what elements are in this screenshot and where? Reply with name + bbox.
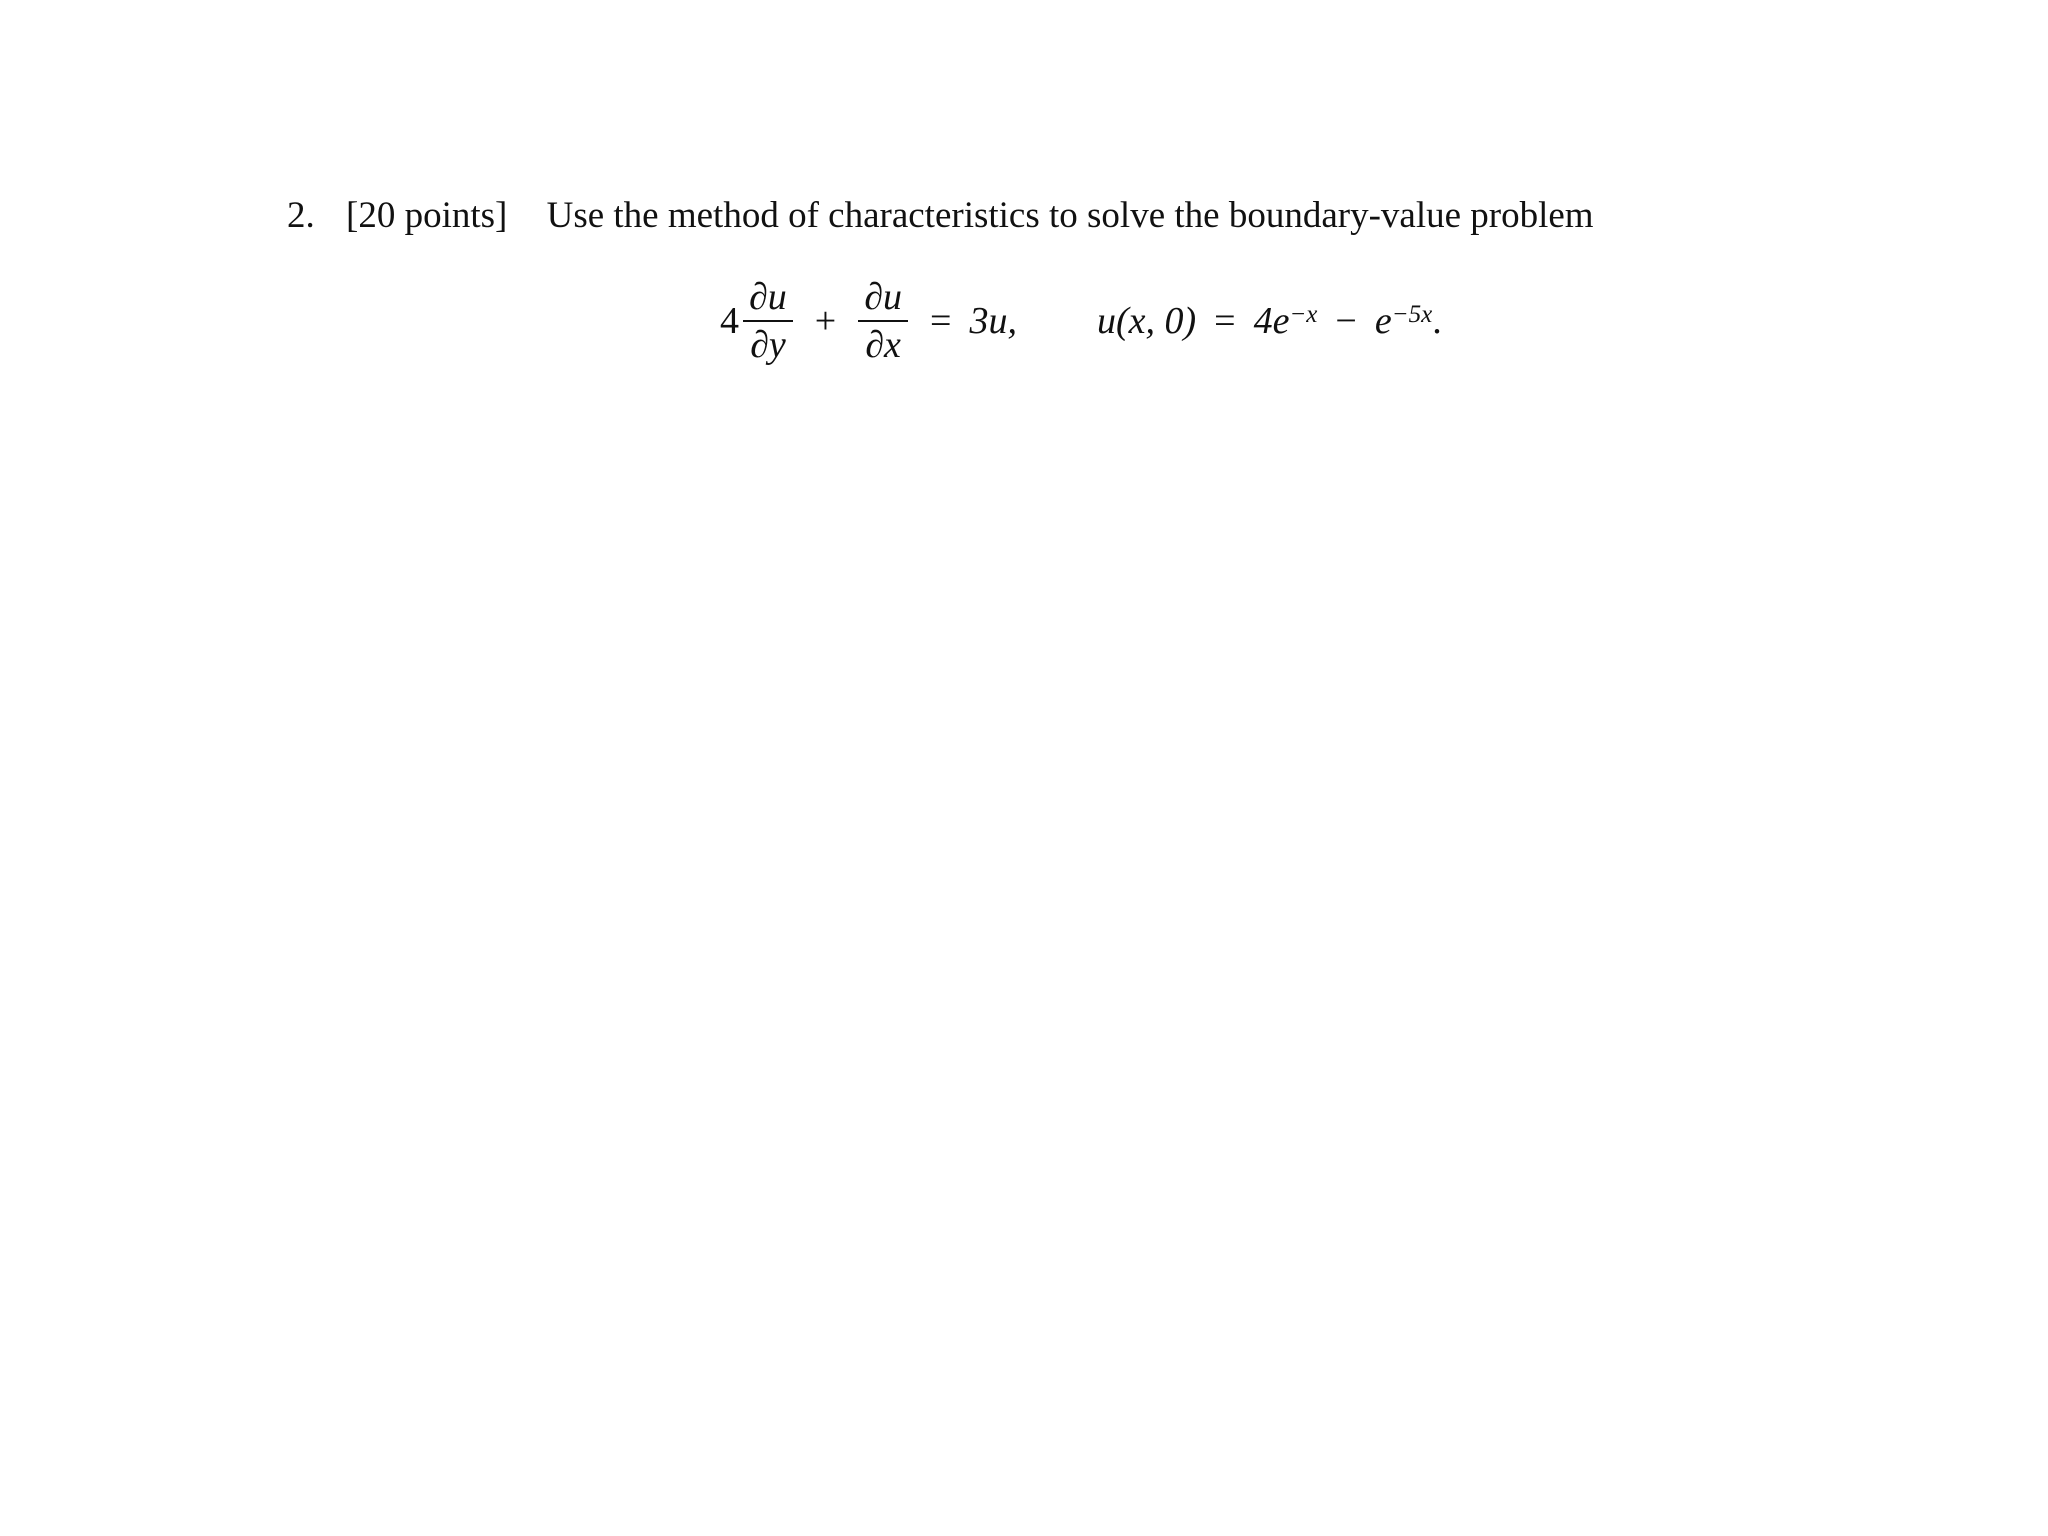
period: .	[1432, 300, 1442, 342]
fraction-du-dx	[858, 274, 908, 368]
fraction-numerator: ∂u	[864, 276, 902, 318]
problem-number: 2.	[287, 195, 315, 236]
equals-sign: =	[930, 300, 952, 342]
exponent2: −5x	[1391, 301, 1433, 328]
pde-equation	[720, 266, 1442, 376]
fraction-numerator: ∂u	[749, 276, 787, 318]
rhs-term: 3u,	[969, 300, 1017, 342]
exponent1: −x	[1289, 301, 1318, 328]
minus-sign: −	[1335, 300, 1357, 342]
problem-points: [20 points]	[346, 195, 508, 236]
boundary-term2: e	[1374, 300, 1392, 342]
coefficient: 4	[720, 300, 739, 342]
boundary-term1: 4e	[1253, 300, 1290, 342]
boundary-equals: =	[1214, 300, 1236, 342]
problem-statement	[287, 188, 1594, 244]
boundary-lhs: u(x, 0)	[1096, 300, 1197, 342]
problem-text: Use the method of characteristics to solve the boundary-value problem	[546, 195, 1594, 236]
fraction-du-dy	[743, 274, 793, 368]
fraction-denominator: ∂x	[865, 324, 901, 366]
plus-sign: +	[814, 300, 837, 342]
fraction-denominator: ∂y	[750, 324, 786, 366]
